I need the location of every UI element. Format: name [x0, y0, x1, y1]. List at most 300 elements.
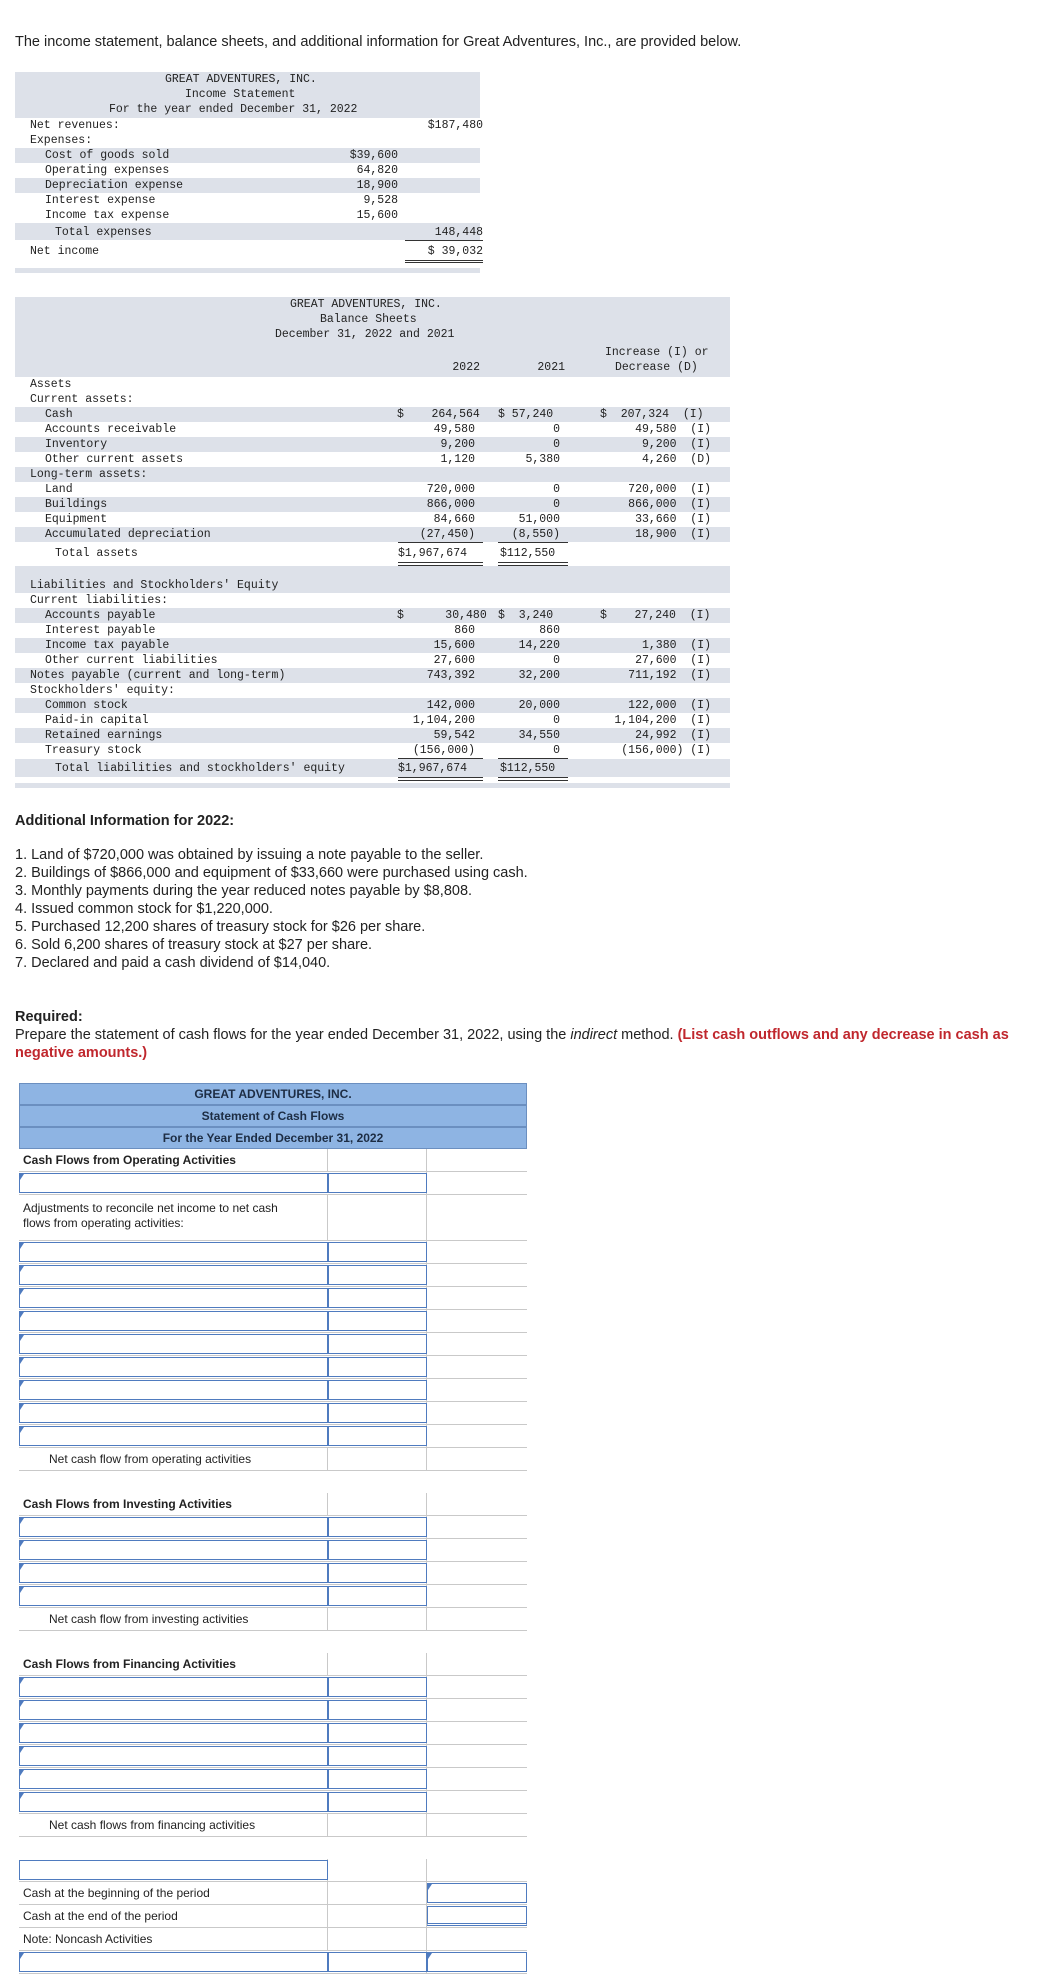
bs-label: Inventory: [45, 438, 108, 451]
equity-label: Stockholders' equity:: [30, 684, 175, 697]
cf-row: [19, 1608, 527, 1631]
additional-item: 5. Purchased 12,200 shares of treasury stock for $26 per share.: [15, 919, 426, 935]
net-investing-label: Net cash flow from investing activities: [19, 1608, 328, 1630]
cf-amount-cell: [328, 1172, 427, 1194]
assets-label: Assets: [30, 378, 72, 391]
income-statement: [15, 72, 483, 272]
cf-amount-input[interactable]: [328, 1952, 427, 1972]
cf-description-input[interactable]: [19, 1357, 328, 1377]
col-2022: 2022: [452, 361, 480, 374]
cf-total-cell: [427, 1676, 527, 1698]
cf-row: [19, 1172, 527, 1195]
cf-amount-input[interactable]: [328, 1700, 427, 1720]
expense-label: Operating expenses: [45, 164, 170, 177]
bs-change: 27,600 (I): [635, 654, 711, 667]
total-assets-2022: $1,967,674: [398, 547, 468, 560]
bs-label: Equipment: [45, 513, 108, 526]
is-period: For the year ended December 31, 2022: [109, 103, 358, 116]
dropdown-marker-icon: [20, 1564, 24, 1570]
total-le-label: Total liabilities and stockholders' equity: [55, 762, 345, 775]
expense-label: Income tax expense: [45, 209, 170, 222]
cf-row: [19, 1882, 527, 1905]
cf-amount-input[interactable]: [328, 1723, 427, 1743]
cf-row: [19, 1516, 527, 1539]
cf-total-cell: [427, 1562, 527, 1584]
bs-change: 24,992 (I): [635, 729, 711, 742]
intro-text: The income statement, balance sheets, and additional information for Great Adventures, Inc., are provided below.: [15, 34, 742, 50]
cf-row: [19, 1539, 527, 1562]
bs-2022: 860: [454, 624, 475, 637]
cf-amount-cell: [328, 1859, 427, 1881]
additional-info: [15, 812, 528, 972]
cf-amount-cell: [328, 1493, 427, 1515]
cf-amount-cell: [328, 1722, 427, 1744]
bs-change: $ 27,240 (I): [600, 609, 711, 622]
bs-change: 1,104,200 (I): [614, 714, 711, 727]
cf-label-cell: [19, 1172, 328, 1194]
cf-amount-cell: [328, 1241, 427, 1263]
bs-label: Buildings: [45, 498, 108, 511]
bs-2021: 20,000: [518, 699, 560, 712]
cf-row: [19, 1493, 527, 1516]
bs-label: Accounts receivable: [45, 423, 177, 436]
cf-row: [19, 1310, 527, 1333]
cf-total-cell: [427, 1722, 527, 1744]
cf-label-cell: [19, 1402, 328, 1424]
bs-label: Cash: [45, 408, 73, 421]
cf-description-input[interactable]: [19, 1311, 328, 1331]
cf-total-cell: [427, 1425, 527, 1447]
bs-2022: 1,120: [440, 453, 475, 466]
bs-change: 9,200 (I): [641, 438, 711, 451]
bs-2022: 15,600: [433, 639, 475, 652]
cf-row: [19, 1859, 527, 1882]
bs-label: Other current liabilities: [45, 654, 218, 667]
cf-title: Statement of Cash Flows: [19, 1105, 527, 1127]
bs-2022: 142,000: [426, 699, 475, 712]
bs-label: Accounts payable: [45, 609, 156, 622]
required-note: (List cash outflows and any decrease in cash as negative amounts.): [15, 1027, 1009, 1061]
cf-description-input[interactable]: [19, 1242, 328, 1262]
net-financing-label: Net cash flows from financing activities: [19, 1814, 328, 1836]
dropdown-marker-icon: [428, 1953, 432, 1959]
cf-description-input[interactable]: [19, 1677, 328, 1697]
bs-2021: 860: [539, 624, 560, 637]
cf-total-cell: [427, 1745, 527, 1767]
cf-total-cell: [427, 1516, 527, 1538]
expense-label: Depreciation expense: [45, 179, 184, 192]
dropdown-marker-icon: [20, 1587, 24, 1593]
total-assets-2021: $112,550: [500, 547, 556, 560]
cf-label-cell: [19, 1676, 328, 1698]
cf-amount-cell: [328, 1951, 427, 1973]
bs-2021: 14,220: [518, 639, 560, 652]
cf-total-cell: [427, 1905, 527, 1927]
bs-change: (156,000) (I): [621, 744, 711, 757]
expenses-label: Expenses:: [30, 134, 93, 147]
cf-label-cell: [19, 1287, 328, 1309]
bs-2022: (27,450): [419, 528, 475, 541]
dropdown-marker-icon: [20, 1266, 24, 1272]
bs-2021: 0: [553, 714, 560, 727]
bs-2021: 34,550: [518, 729, 560, 742]
bs-change: 33,660 (I): [635, 513, 711, 526]
additional-heading: Additional Information for 2022:: [15, 813, 235, 829]
cf-amount-input[interactable]: [328, 1426, 427, 1446]
bs-2022: 743,392: [426, 669, 475, 682]
bs-2021: 5,380: [525, 453, 560, 466]
bs-2022: (156,000): [412, 744, 475, 757]
bs-label: Accumulated depreciation: [45, 528, 211, 541]
cf-amount-input[interactable]: [328, 1288, 427, 1308]
cf-amount-input[interactable]: [328, 1173, 427, 1193]
cf-row: [19, 1653, 527, 1676]
bs-2021: 32,200: [518, 669, 560, 682]
cf-amount-cell: [328, 1882, 427, 1904]
cf-row: [19, 1585, 527, 1608]
required-text-b: method.: [617, 1027, 678, 1043]
cf-row: [19, 1287, 527, 1310]
cf-period: For the Year Ended December 31, 2022: [19, 1127, 527, 1149]
current-assets-label: Current assets:: [30, 393, 134, 406]
cf-row: [19, 1333, 527, 1356]
cf-total-cell: [427, 1149, 527, 1171]
is-company: GREAT ADVENTURES, INC.: [165, 73, 317, 86]
cf-amount-input[interactable]: [328, 1517, 427, 1537]
cf-amount-cell: [328, 1814, 427, 1836]
bs-2022: $ 30,480: [397, 609, 487, 622]
cf-total-input[interactable]: [427, 1952, 527, 1972]
bs-label: Interest payable: [45, 624, 156, 637]
cf-amount-input[interactable]: [328, 1380, 427, 1400]
cf-amount-input[interactable]: [328, 1334, 427, 1354]
bs-2022: 720,000: [426, 483, 475, 496]
cf-company: GREAT ADVENTURES, INC.: [19, 1083, 527, 1105]
total-expenses-label: Total expenses: [55, 226, 152, 239]
cf-row: [19, 1699, 527, 1722]
cf-amount-cell: [328, 1791, 427, 1813]
dropdown-marker-icon: [20, 1174, 24, 1180]
cf-amount-input[interactable]: [328, 1540, 427, 1560]
cf-amount-input[interactable]: [328, 1357, 427, 1377]
bs-2022: 27,600: [433, 654, 475, 667]
cf-total-cell: [427, 1859, 527, 1881]
dropdown-marker-icon: [20, 1335, 24, 1341]
cf-amount-cell: [328, 1287, 427, 1309]
cf-amount-input[interactable]: [328, 1242, 427, 1262]
cf-label-cell: [19, 1333, 328, 1355]
cf-description-input[interactable]: [19, 1952, 328, 1972]
cf-amount-input[interactable]: [328, 1677, 427, 1697]
cf-label-cell: [19, 1745, 328, 1767]
cf-total-cell: [427, 1768, 527, 1790]
cf-amount-cell: [328, 1539, 427, 1561]
cf-total-cell: [427, 1402, 527, 1424]
expense-value: 18,900: [356, 179, 398, 192]
dropdown-marker-icon: [20, 1381, 24, 1387]
bs-company: GREAT ADVENTURES, INC.: [290, 298, 442, 311]
required-heading: Required:: [15, 1009, 83, 1025]
required-section: [15, 1008, 1015, 1062]
investing-label: Cash Flows from Investing Activities: [19, 1493, 328, 1515]
cf-total-cell: [427, 1539, 527, 1561]
cf-description-input[interactable]: [19, 1517, 328, 1537]
bs-change: 720,000 (I): [628, 483, 711, 496]
cf-amount-cell: [328, 1425, 427, 1447]
cf-amount-input[interactable]: [328, 1746, 427, 1766]
current-liab-label: Current liabilities:: [30, 594, 169, 607]
bs-2021: $ 3,240: [498, 609, 554, 622]
bs-2022: 49,580: [433, 423, 475, 436]
cf-total-cell: [427, 1653, 527, 1675]
cf-description-input[interactable]: [19, 1700, 328, 1720]
bs-2021: 51,000: [518, 513, 560, 526]
cf-amount-cell: [328, 1768, 427, 1790]
cf-total-cell: [427, 1333, 527, 1355]
cf-total-cell: [427, 1448, 527, 1470]
bs-change: 122,000 (I): [628, 699, 711, 712]
cf-description-input[interactable]: [19, 1334, 328, 1354]
bs-2021: 0: [553, 654, 560, 667]
cf-row: [19, 1814, 527, 1837]
dropdown-marker-icon: [20, 1724, 24, 1730]
cf-row: [19, 1149, 527, 1172]
cf-total-cell: [427, 1951, 527, 1973]
bs-2021: 0: [553, 744, 560, 757]
cf-amount-cell: [328, 1448, 427, 1470]
cf-label-cell: [19, 1562, 328, 1584]
cf-amount-input[interactable]: [328, 1265, 427, 1285]
dropdown-marker-icon: [20, 1953, 24, 1959]
bs-label: Income tax payable: [45, 639, 170, 652]
cf-amount-cell: [328, 1562, 427, 1584]
required-text: [15, 1026, 1015, 1062]
cf-label-cell: [19, 1425, 328, 1447]
cf-label-cell: [19, 1699, 328, 1721]
cf-amount-cell: [328, 1905, 427, 1927]
cf-row: [19, 1951, 527, 1974]
bs-change: 866,000 (I): [628, 498, 711, 511]
cf-row: [19, 1905, 527, 1928]
cf-amount-cell: [328, 1333, 427, 1355]
cf-total-cell: [427, 1493, 527, 1515]
cf-label-cell: [19, 1539, 328, 1561]
col-change-2: Decrease (D): [615, 361, 698, 374]
bs-2021: $ 57,240: [498, 408, 554, 421]
dropdown-marker-icon: [20, 1541, 24, 1547]
cf-label-cell: [19, 1241, 328, 1263]
expense-value: $39,600: [349, 149, 398, 162]
cf-description-input[interactable]: [19, 1380, 328, 1400]
cf-amount-cell: [328, 1699, 427, 1721]
bs-label: Treasury stock: [45, 744, 142, 757]
cf-amount-cell: [328, 1585, 427, 1607]
dropdown-marker-icon: [20, 1427, 24, 1433]
bs-2022: 84,660: [433, 513, 475, 526]
dropdown-marker-icon: [20, 1701, 24, 1707]
cf-amount-cell: [328, 1195, 427, 1240]
financing-label: Cash Flows from Financing Activities: [19, 1653, 328, 1675]
cf-label-cell: [19, 1585, 328, 1607]
dropdown-marker-icon: [20, 1518, 24, 1524]
dropdown-marker-icon: [20, 1404, 24, 1410]
cf-description-input[interactable]: [19, 1403, 328, 1423]
total-le-2022: $1,967,674: [398, 762, 468, 775]
cf-amount-cell: [328, 1745, 427, 1767]
liab-label: Liabilities and Stockholders' Equity: [30, 579, 279, 592]
bs-title: Balance Sheets: [320, 313, 417, 326]
bs-label: Paid-in capital: [45, 714, 149, 727]
net-operating-label: Net cash flow from operating activities: [19, 1448, 328, 1470]
cf-label-cell: [19, 1516, 328, 1538]
cf-description-input[interactable]: [19, 1540, 328, 1560]
cf-total-input[interactable]: [427, 1906, 527, 1926]
cf-amount-input[interactable]: [328, 1586, 427, 1606]
is-title: Income Statement: [185, 88, 296, 101]
cf-row: [19, 1745, 527, 1768]
cf-amount-cell: [328, 1608, 427, 1630]
additional-item: 4. Issued common stock for $1,220,000.: [15, 901, 273, 917]
cf-description-input[interactable]: [19, 1860, 328, 1880]
cf-row: [19, 1195, 527, 1241]
cf-total-cell: [427, 1379, 527, 1401]
cf-amount-input[interactable]: [328, 1792, 427, 1812]
cf-description-input[interactable]: [19, 1769, 328, 1789]
additional-item: 2. Buildings of $866,000 and equipment of $33,660 were purchased using cash.: [15, 865, 528, 881]
expense-label: Interest expense: [45, 194, 156, 207]
long-term-label: Long-term assets:: [30, 468, 148, 481]
cash-flow-statement: [19, 1083, 527, 1946]
cf-amount-cell: [328, 1402, 427, 1424]
expense-label: Cost of goods sold: [45, 149, 170, 162]
cf-row: [19, 1768, 527, 1791]
cf-label-cell: [19, 1310, 328, 1332]
cf-amount-cell: [328, 1676, 427, 1698]
bs-change: 4,260 (D): [641, 453, 711, 466]
bs-change: 711,192 (I): [628, 669, 711, 682]
cf-total-cell: [427, 1241, 527, 1263]
cf-total-cell: [427, 1882, 527, 1904]
dropdown-marker-icon: [20, 1678, 24, 1684]
additional-item: 3. Monthly payments during the year reduced notes payable by $8,808.: [15, 883, 473, 899]
cf-amount-input[interactable]: [328, 1769, 427, 1789]
bs-change: $ 207,324 (I): [600, 408, 704, 421]
cf-total-cell: [427, 1699, 527, 1721]
balance-sheet: [15, 297, 730, 797]
net-revenues-label: Net revenues:: [30, 119, 120, 132]
cf-description-input[interactable]: [19, 1288, 328, 1308]
expense-value: 9,528: [363, 194, 398, 207]
bs-2021: 0: [553, 498, 560, 511]
cf-amount-cell: [328, 1356, 427, 1378]
noncash-label: Note: Noncash Activities: [19, 1928, 328, 1950]
dropdown-marker-icon: [20, 1358, 24, 1364]
cf-total-cell: [427, 1287, 527, 1309]
cf-row: [19, 1722, 527, 1745]
cf-amount-input[interactable]: [328, 1563, 427, 1583]
cf-description-input[interactable]: [19, 1746, 328, 1766]
cf-amount-cell: [328, 1264, 427, 1286]
dropdown-marker-icon: [20, 1793, 24, 1799]
cf-description-input[interactable]: [19, 1426, 328, 1446]
col-change-1: Increase (I) or: [605, 346, 709, 359]
cf-row: [19, 1264, 527, 1287]
cf-row: [19, 1676, 527, 1699]
cf-amount-cell: [328, 1310, 427, 1332]
bs-2021: 0: [553, 423, 560, 436]
required-text-a: Prepare the statement of cash flows for the year ended December 31, 2022, using the: [15, 1027, 571, 1043]
expense-value: 15,600: [325, 208, 398, 224]
cf-description-input[interactable]: [19, 1265, 328, 1285]
cf-total-cell: [427, 1172, 527, 1194]
bs-label: Other current assets: [45, 453, 184, 466]
additional-item: 1. Land of $720,000 was obtained by issuing a note payable to the seller.: [15, 847, 484, 863]
cf-total-cell: [427, 1928, 527, 1950]
bs-2021: (8,550): [511, 528, 560, 541]
bs-2021: 0: [553, 483, 560, 496]
cf-label-cell: [19, 1791, 328, 1813]
cash-end-label: Cash at the end of the period: [19, 1905, 328, 1927]
dropdown-marker-icon: [20, 1312, 24, 1318]
cf-description-input[interactable]: [19, 1563, 328, 1583]
cf-description-input[interactable]: [19, 1723, 328, 1743]
cf-total-cell: [427, 1791, 527, 1813]
cf-description-input[interactable]: [19, 1586, 328, 1606]
cf-total-cell: [427, 1310, 527, 1332]
additional-item: 6. Sold 6,200 shares of treasury stock at $27 per share.: [15, 937, 373, 953]
cf-label-cell: [19, 1356, 328, 1378]
dropdown-marker-icon: [428, 1884, 432, 1890]
cf-row: [19, 1425, 527, 1448]
cf-amount-cell: [328, 1928, 427, 1950]
cf-amount-cell: [328, 1653, 427, 1675]
cf-total-cell: [427, 1195, 527, 1240]
bs-2022: 59,542: [433, 729, 475, 742]
cf-total-cell: [427, 1356, 527, 1378]
cf-amount-cell: [328, 1379, 427, 1401]
required-text-em: indirect: [570, 1027, 618, 1043]
cf-total-cell: [427, 1585, 527, 1607]
bs-change: 1,380 (I): [641, 639, 711, 652]
bs-2022: $ 264,564: [397, 408, 480, 421]
bs-change: 49,580 (I): [635, 423, 711, 436]
bs-2022: 9,200: [440, 438, 475, 451]
cf-label-cell: [19, 1768, 328, 1790]
cash-begin-label: Cash at the beginning of the period: [19, 1882, 328, 1904]
additional-item: 7. Declared and paid a cash dividend of $14,040.: [15, 955, 331, 971]
cf-description-input[interactable]: [19, 1173, 328, 1193]
bs-change: 18,900 (I): [635, 528, 711, 541]
cf-amount-input[interactable]: [328, 1311, 427, 1331]
cf-label-cell: [19, 1722, 328, 1744]
cf-row: [19, 1241, 527, 1264]
dropdown-marker-icon: [20, 1243, 24, 1249]
expense-value: 64,820: [356, 164, 398, 177]
cf-total-input[interactable]: [427, 1883, 527, 1903]
dropdown-marker-icon: [20, 1747, 24, 1753]
cf-amount-input[interactable]: [328, 1403, 427, 1423]
cf-row: [19, 1448, 527, 1471]
dropdown-marker-icon: [20, 1770, 24, 1776]
total-assets-label: Total assets: [55, 547, 138, 560]
bs-label: Retained earnings: [45, 729, 163, 742]
cf-total-cell: [427, 1608, 527, 1630]
net-revenues-value: $187,480: [427, 119, 483, 132]
adjustments-label: Adjustments to reconcile net income to net cash flows from operating activities:: [19, 1195, 328, 1240]
cf-label-cell: [19, 1264, 328, 1286]
cf-description-input[interactable]: [19, 1792, 328, 1812]
cf-label-cell: [19, 1951, 328, 1973]
